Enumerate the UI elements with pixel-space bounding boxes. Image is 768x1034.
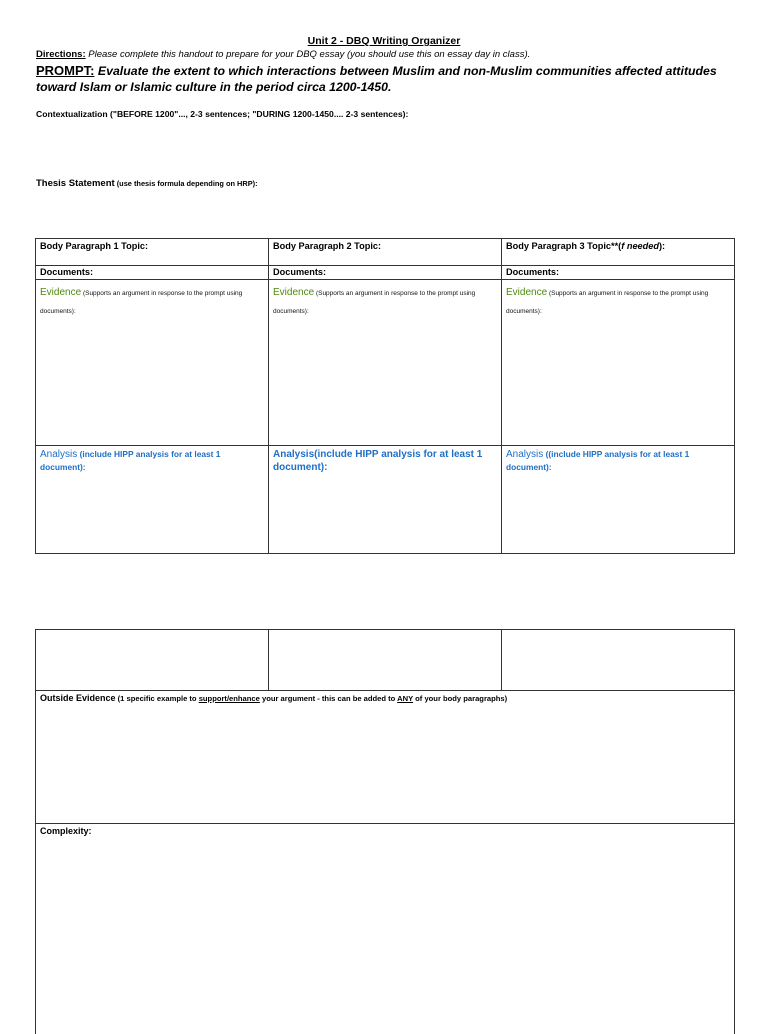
evidence-cell-2[interactable] bbox=[269, 280, 502, 446]
body-paragraph-3-topic-cell[interactable] bbox=[502, 239, 735, 266]
evidence-note: (Supports an argument in response to the prompt using documents): bbox=[40, 290, 243, 315]
analysis-label: Analysis bbox=[506, 449, 544, 460]
evidence-cell-1[interactable] bbox=[36, 280, 269, 446]
blank-cell-1[interactable] bbox=[36, 630, 269, 691]
body-paragraph-1-topic-cell[interactable] bbox=[36, 239, 269, 266]
analysis-note: (include HIPP analysis for at least 1 document): bbox=[273, 449, 483, 473]
body-paragraph-2-topic-label: Body Paragraph 2 Topic: bbox=[273, 241, 382, 251]
outside-evidence-label: Outside Evidence bbox=[40, 693, 116, 703]
blank-cell-2[interactable] bbox=[269, 630, 502, 691]
outside-evidence-table bbox=[35, 629, 735, 1034]
analysis-label: Analysis bbox=[40, 449, 78, 460]
analysis-cell-3[interactable] bbox=[502, 446, 735, 554]
outside-note-part: of your body paragraphs) bbox=[413, 694, 508, 703]
analysis-note: ((include HIPP analysis for at least 1 document): bbox=[506, 449, 690, 472]
prompt-text: Evaluate the extent to which interactions between Muslim and non-Muslim communities affected attitudes toward Islam or Islamic culture in the period circa 1200-1450. bbox=[36, 64, 717, 94]
complexity-cell[interactable] bbox=[36, 824, 735, 1034]
thesis-statement-label bbox=[36, 173, 258, 191]
documents-cell-2[interactable] bbox=[269, 266, 502, 280]
evidence-cell-3[interactable] bbox=[502, 280, 735, 446]
page-title: Unit 2 - DBQ Writing Organizer bbox=[307, 35, 461, 47]
contextualization-label: Contextualization ("BEFORE 1200"..., 2-3 sentences; "DURING 1200-1450.... 2-3 sentences): bbox=[36, 109, 409, 119]
analysis-label: Analysis bbox=[273, 449, 315, 460]
outside-note-part: (1 specific example to bbox=[115, 694, 199, 703]
outside-evidence-note bbox=[116, 694, 508, 703]
thesis-note: (use thesis formula depending on HRP): bbox=[114, 179, 258, 188]
directions-text: Please complete this handout to prepare for your DBQ essay (you should use this on essay day in class). bbox=[85, 49, 531, 60]
documents-cell-1[interactable] bbox=[36, 266, 269, 280]
evidence-label: Evidence bbox=[40, 287, 82, 298]
analysis-note: (include HIPP analysis for at least 1 document): bbox=[40, 449, 221, 472]
body-paragraph-2-topic-cell[interactable] bbox=[269, 239, 502, 266]
analysis-cell-1[interactable] bbox=[36, 446, 269, 554]
analysis-cell-2[interactable] bbox=[269, 446, 502, 554]
documents-label: Documents: bbox=[506, 267, 560, 277]
outside-evidence-cell[interactable] bbox=[36, 691, 735, 824]
prompt bbox=[36, 63, 736, 95]
directions-label: Directions: bbox=[36, 49, 86, 60]
evidence-label: Evidence bbox=[273, 287, 315, 298]
body-paragraph-3-topic-label: Body Paragraph 3 Topic**(f needed): bbox=[506, 241, 666, 251]
prompt-label: PROMPT: bbox=[36, 63, 95, 78]
thesis-label: Thesis Statement bbox=[36, 178, 115, 189]
outside-note-underlined: support/enhance bbox=[198, 694, 260, 703]
documents-cell-3[interactable] bbox=[502, 266, 735, 280]
directions bbox=[36, 49, 530, 60]
body-paragraph-1-topic-label: Body Paragraph 1 Topic: bbox=[40, 241, 149, 251]
evidence-note: (Supports an argument in response to the prompt using documents): bbox=[273, 290, 476, 315]
body-paragraph-table bbox=[35, 238, 735, 554]
evidence-label: Evidence bbox=[506, 287, 548, 298]
documents-label: Documents: bbox=[40, 267, 94, 277]
complexity-label: Complexity: bbox=[40, 826, 92, 836]
blank-cell-3[interactable] bbox=[502, 630, 735, 691]
outside-note-underlined: ANY bbox=[397, 694, 414, 703]
evidence-note: (Supports an argument in response to the prompt using documents): bbox=[506, 290, 709, 315]
outside-note-part: your argument - this can be added to bbox=[259, 694, 398, 703]
documents-label: Documents: bbox=[273, 267, 327, 277]
